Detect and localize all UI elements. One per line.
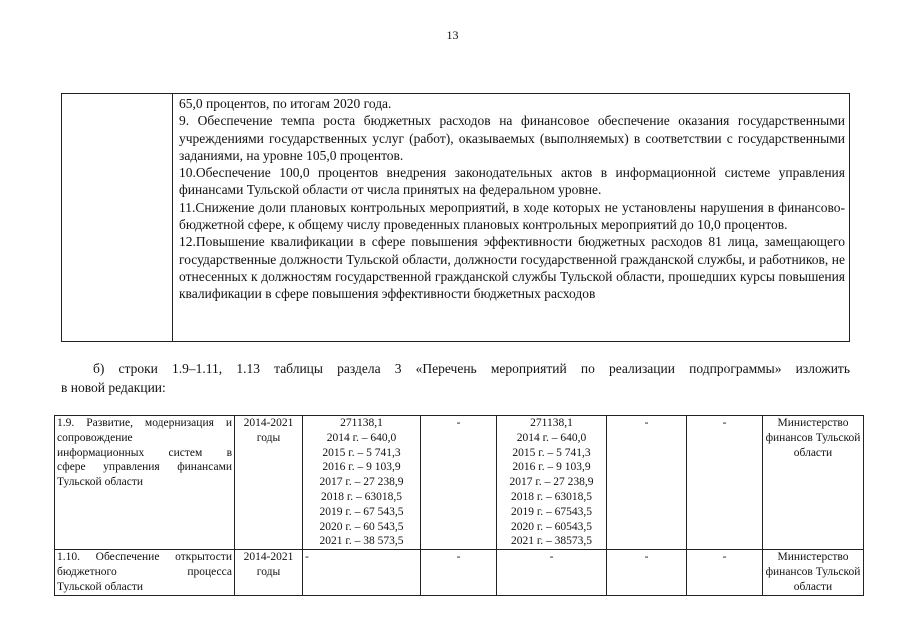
funding-value: 2014 г. – 640,0 [516, 431, 587, 444]
indicator-item: 11.Снижение доли плановых контрольных мероприятий, в ходе которых не установлены нарушения в финансово-бюджетной сфере, к общему числу проведенных плановых контрольных мероприятий до 10,0 процентов. [179, 199, 845, 233]
indicator-item: 12.Повышение квалификации в сфере повышения эффективности бюджетных расходов 81 лица, замещающего государственные должности Тульской области, должности государственной гражданской службы, и работников, не отнесенных к должностям государственной гражданской службы Тульской области, прошедших курсы повышения квалификации в сфере повышения эффективности бюджетных расходов [179, 234, 845, 302]
period-cell: 2014-2021 годы [235, 416, 303, 550]
measure-name-cell [55, 416, 235, 550]
funding-value: 2017 г. – 27 238,9 [319, 476, 404, 489]
executor-cell: Министерство финансов Тульской области [763, 550, 864, 595]
measure-name-line: информационных систем в [57, 446, 232, 459]
indicator-item: 65,0 процентов, по итогам 2020 года. [179, 96, 392, 111]
local-funding-cell: - [607, 550, 687, 595]
table-row [62, 94, 850, 342]
measure-name-cell [55, 550, 235, 595]
measure-name-line: сфере управления финансами [57, 461, 232, 474]
funding-value: 2018 г. – 63018,5 [510, 490, 593, 503]
paragraph-line: б) строки 1.9–1.11, 1.13 таблицы раздела 3 «Перечень мероприятий по реализации подпрограммы» изложить [93, 361, 850, 376]
measure-name-line: сопровождение [57, 431, 133, 444]
table-row [55, 416, 864, 550]
funding-value: 2019 г. – 67 543,5 [319, 505, 404, 518]
indicator-item: 10.Обеспечение 100,0 процентов внедрения законодательных актов в информационной системе управления финансами Тульской области от числа принятых на федеральном уровне. [179, 165, 845, 198]
regional-funding-cell [497, 416, 607, 550]
other-funding-cell: - [687, 550, 763, 595]
table-row [55, 550, 864, 595]
local-funding-cell: - [607, 416, 687, 550]
measure-name-line: 1.10. Обеспечение открытости [57, 551, 232, 564]
federal-funding-cell: - [421, 550, 497, 595]
funding-value: 2021 г. – 38 573,5 [319, 535, 404, 548]
funding-value: 2016 г. – 9 103,9 [322, 461, 401, 474]
funding-value: 2018 г. – 63018,5 [320, 490, 403, 503]
measure-name-line: бюджетного процесса [57, 565, 232, 578]
funding-value: 2020 г. – 60543,5 [510, 520, 593, 533]
period-cell: 2014-2021 годы [235, 550, 303, 595]
amendment-paragraph [61, 359, 850, 397]
funding-value: 2017 г. – 27 238,9 [509, 476, 594, 489]
funding-value: 2021 г. – 38573,5 [510, 535, 593, 548]
funding-value: 2015 г. – 5 741,3 [512, 446, 591, 459]
funding-value: 2016 г. – 9 103,9 [512, 461, 591, 474]
measure-name-line: 1.9. Развитие, модернизация и [57, 417, 232, 429]
other-funding-cell: - [687, 416, 763, 550]
funding-value: 271138,1 [530, 417, 573, 429]
federal-funding-cell: - [421, 416, 497, 550]
funding-value: 2015 г. – 5 741,3 [322, 446, 401, 459]
total-funding-cell: - [303, 550, 421, 595]
funding-value: 2014 г. – 640,0 [326, 431, 397, 444]
funding-value: 2020 г. – 60 543,5 [319, 520, 404, 533]
page-number: 13 [446, 28, 459, 42]
regional-funding-cell: - [497, 550, 607, 595]
measure-name-line: Тульской области [57, 580, 144, 593]
measures-table [54, 415, 864, 596]
total-funding-cell [303, 416, 421, 550]
measure-name-line: Тульской области [57, 476, 144, 489]
continuation-table [61, 93, 850, 342]
indicators-cell [173, 94, 850, 342]
empty-cell [62, 94, 173, 342]
funding-value: 2019 г. – 67543,5 [510, 505, 593, 518]
paragraph-line: в новой редакции: [61, 380, 166, 395]
executor-cell: Министерство финансов Тульской области [763, 416, 864, 550]
funding-value: 271138,1 [340, 417, 383, 429]
indicator-item: 9. Обеспечение темпа роста бюджетных расходов на финансовое обеспечение оказания государственными учреждениями государственных услуг (работ), оказываемых (выполняемых) в соответствии с государственными заданиями, на уровне 105,0 процентов. [179, 113, 845, 163]
